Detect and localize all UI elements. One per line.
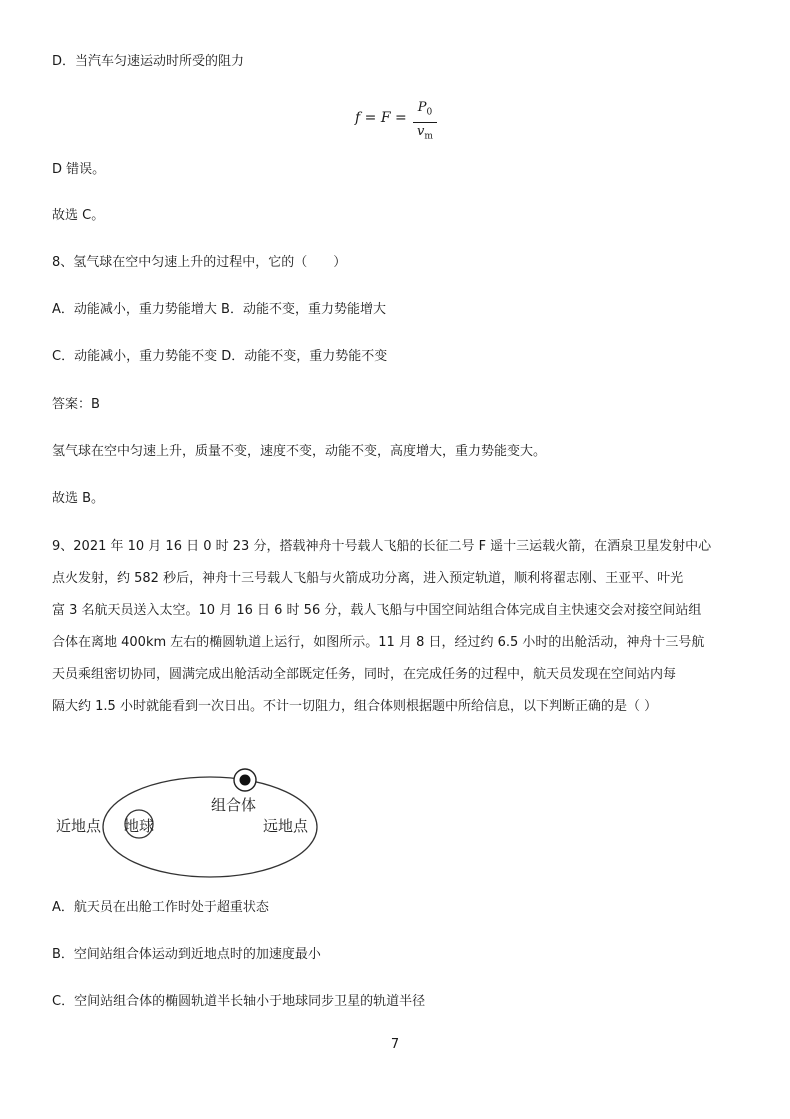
question-9-line: 合体在离地 400km 左右的椭圆轨道上运行，如图所示。11 月 8 日，经过约 6.5 小时的出舱活动，神舟十三号航 (52, 635, 705, 650)
question-9-option-c: C．空间站组合体的椭圆轨道半长轴小于地球同步卫星的轨道半径 (52, 994, 426, 1009)
page-number: 7 (390, 1037, 400, 1052)
resistance-formula (355, 100, 445, 140)
question-9-paragraph (52, 531, 742, 723)
choose-c-text: 故选 C。 (52, 208, 105, 223)
apogee-label: 远地点 (263, 818, 309, 835)
question-9-option-b: B．空间站组合体运动到近地点时的加速度最小 (52, 947, 321, 962)
question-9-line: 点火发射，约 582 秒后，神舟十三号载人飞船与火箭成功分离，进入预定轨道，顺利将翟志刚、王亚平、叶光 (52, 571, 684, 586)
formula-fraction (413, 100, 437, 144)
option-d-text: D．当汽车匀速运动时所受的阻力 (52, 54, 245, 69)
orbit-diagram (52, 765, 322, 880)
earth-label: 地球 (124, 818, 155, 835)
d-wrong-text: D 错误。 (52, 162, 106, 177)
perigee-label: 近地点 (56, 818, 102, 835)
fraction-bar (413, 122, 437, 123)
station-dot (240, 775, 251, 786)
formula-denominator: $v_m$ (417, 123, 433, 142)
question-8-options-cd: C．动能减小，重力势能不变 D．动能不变，重力势能不变 (52, 349, 388, 364)
question-9-line: 天员乘组密切协同，圆满完成出舱活动全部既定任务，同时，在完成任务的过程中，航天员发现在空间站内每 (52, 667, 677, 682)
question-9-line: 隔大约 1.5 小时就能看到一次日出。不计一切阻力，组合体则根据题中所给信息，以下判断正确的是（ ） (52, 699, 658, 714)
question-8-answer: 答案：B (52, 397, 100, 412)
question-9-option-a: A．航天员在出舱工作时处于超重状态 (52, 900, 269, 915)
formula-numerator: $P_0$ (417, 100, 433, 118)
question-9-line: 富 3 名航天员送入太空。10 月 16 日 6 时 56 分，载人飞船与中国空间站组合体完成自主快速交会对接空间站组 (52, 603, 702, 618)
question-8: 8、氢气球在空中匀速上升的过程中，它的（ ） (52, 255, 347, 270)
formula-lhs: f = F = (355, 110, 407, 126)
station-label: 组合体 (211, 797, 257, 814)
question-8-explanation: 氢气球在空中匀速上升，质量不变，速度不变，动能不变，高度增大，重力势能变大。 (52, 444, 547, 459)
question-9-line: 9、2021 年 10 月 16 日 0 时 23 分，搭载神舟十号载人飞船的长征二号 F 遥十三运载火箭，在酒泉卫星发射中心 (52, 539, 712, 554)
choose-b-text: 故选 B。 (52, 491, 105, 506)
question-8-options-ab: A．动能减小，重力势能增大 B．动能不变，重力势能增大 (52, 302, 386, 317)
